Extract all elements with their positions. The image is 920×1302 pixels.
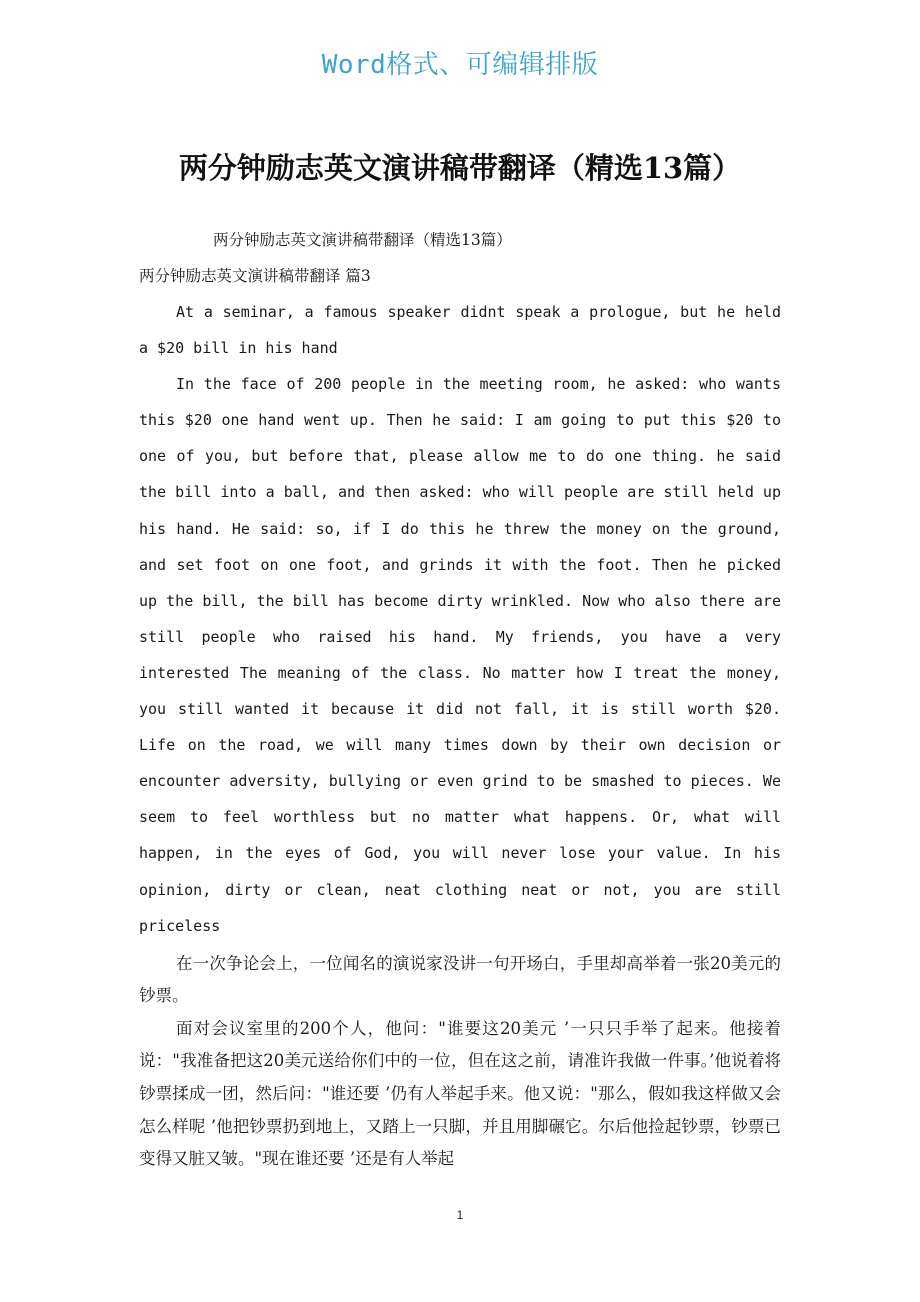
document-title: 两分钟励志英文演讲稿带翻译（精选13篇） [178, 151, 742, 185]
document-body [139, 222, 781, 1176]
chinese-paragraph: 在一次争论会上，一位闻名的演说家没讲一句开场白，手里却高举着一张20美元的钞票。 [139, 953, 781, 1006]
page-number: 1 [456, 1208, 464, 1222]
english-paragraph: At a seminar, a famous speaker didnt speak a prologue, but he held a $20 bill in his hand [139, 303, 781, 358]
english-paragraph: In the face of 200 people in the meeting room, he asked: who wants this $20 one hand went up. Then he said: I am going to put this $20 to one of you, but before that, please allow me to do one thing. he said the bill into a ball, and then asked: who will people are still held up his hand. He said: so, if I do this he threw the money on the ground, and set foot on one foot, and grinds it with the foot. Then he picked up the bill, the bill has become dirty wrinkled. Now who also there are still people who raised his hand. My friends, you have a very interested The meaning of the class. No matter how I treat the money, you still wanted it because it did not fall, it is still worth $20. Life on the road, we will many times down by their own decision or encounter adversity, bullying or even grind to be smashed to pieces. We seem to feel worthless but no matter what happens. Or, what will happen, in the eyes of God, you will never lose your value. In his opinion, dirty or clean, neat clothing neat or not, you are still priceless [139, 375, 781, 935]
document-subtitle: 两分钟励志英文演讲稿带翻译（精选13篇） [213, 231, 512, 249]
header-banner: Word格式、可编辑排版 [321, 50, 599, 80]
chinese-paragraph: 面对会议室里的200个人，他问："谁要这20美元 ’一只只手举了起来。他接着说："我准备把这20美元送给你们中的一位，但在这之前，请准许我做一件事。’他说着将钞票揉成一团，然后问："谁还要 ’仍有人举起手来。他又说："那么，假如我这样做又会怎么样呢 ’他把钞票扔到地上，又踏上一只脚，并且用脚碾它。尔后他捡起钞票，钞票已变得又脏又皱。"现在谁还要 ’还是有人举起 [139, 1018, 781, 1169]
section-heading: 两分钟励志英文演讲稿带翻译 篇3 [139, 267, 371, 285]
